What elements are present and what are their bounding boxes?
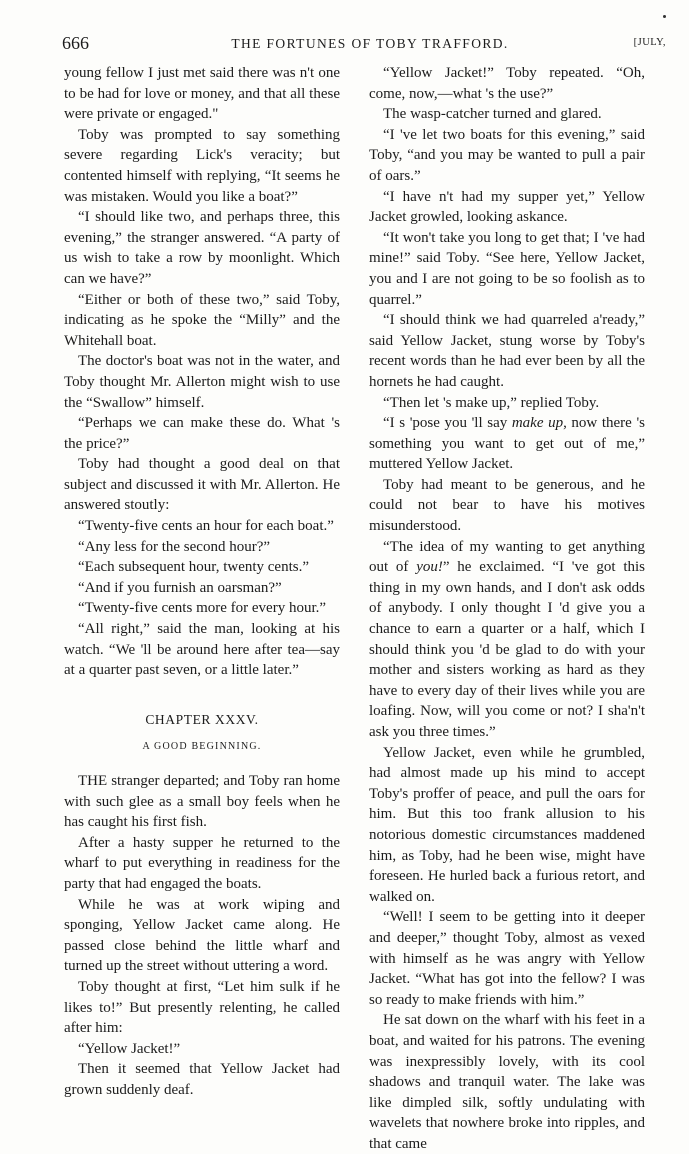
paragraph: “Well! I seem to be getting into it deeper and deeper,” thought Toby, almost as vexed with himself as he was angry with Yellow Jacket. “What has got into the fellow? I was so ready to make friends with him.”: [369, 909, 645, 1008]
paragraph: [369, 537, 645, 743]
chapter-heading: CHAPTER XXXV.: [145, 711, 259, 727]
paragraph: “All right,” said the man, looking at his watch. “We 'll be around here after tea—say at a quarter past seven, or a little later.”: [64, 621, 340, 679]
paragraph: “I should like two, and perhaps three, this evening,” the stranger answered. “A party of us wish to take a row by moonlight. Which can we have?”: [64, 209, 340, 287]
dialogue-line: “Any less for the second hour?”: [78, 538, 271, 555]
paragraph: “I have n't had my supper yet,” Yellow Jacket growled, looking askance.: [369, 188, 645, 226]
right-column: [369, 63, 645, 1154]
text-run: “I s 'pose you 'll say: [383, 415, 512, 432]
paragraph: “I 've let two boats for this evening,” said Toby, “and you may be wanted to pull a pair of oars.”: [369, 126, 645, 184]
text-run: , now there 's something you want to get out of me,” muttered Yellow Jacket.: [369, 415, 645, 473]
issue-date: [JULY,: [633, 37, 666, 48]
paragraph: “Either or both of these two,” said Toby, indicating as he spoke the “Milly” and the Whitehall boat.: [64, 291, 340, 349]
paragraph: “Then let 's make up,” replied Toby.: [383, 394, 600, 411]
paragraph: Toby had thought a good deal on that subject and discussed it with Mr. Allerton. He answered stoutly:: [64, 456, 340, 514]
paragraph: Yellow Jacket, even while he grumbled, had almost made up his mind to accept Toby's proffer of peace, and pull the oars for him. But this too frank allusion to his notorious domestic circumstances maddened him, as Toby, had he been wise, might have foreseen. He hurled back a furious retort, and walked on.: [369, 744, 645, 905]
paragraph: [369, 413, 645, 475]
paragraph: He sat down on the wharf with his feet in a boat, and waited for his patrons. The evening was inexpressibly lovely, with its cool shadows and tranquil water. The lake was like dimpled silk, softly undulating with wavelets that nowhere broke into ripples, and that came: [369, 1012, 645, 1152]
paragraph: “I should think we had quarreled a'ready,” said Yellow Jacket, stung worse by Toby's recent words than he had ever been by all the hornets he had caught.: [369, 312, 645, 390]
paragraph: Toby had meant to be generous, and he could not bear to have his motives misunderstood.: [369, 476, 645, 535]
paragraph: “It won't take you long to get that; I 've had mine!” said Toby. “See here, Yellow Jacket, you and I are not going to be so foolish as to quarrel.”: [369, 229, 645, 308]
page-header: [60, 33, 680, 57]
dialogue-line: “Twenty-five cents more for every hour.”: [78, 600, 327, 617]
paragraph: While he was at work wiping and sponging, Yellow Jacket came along. He passed close behind the little wharf and turned up the street without uttering a word.: [64, 896, 340, 975]
left-column: [64, 63, 340, 1101]
ink-speck: [663, 15, 666, 18]
dialogue-line: “And if you furnish an oarsman?”: [78, 579, 282, 596]
dialogue-line: “Each subsequent hour, twenty cents.”: [78, 559, 309, 576]
emphasis: make up: [511, 415, 564, 432]
paragraph: “Yellow Jacket!”: [78, 1040, 181, 1057]
text-run: ” he exclaimed. “I 've got this thing in my own hands, and I don't ask odds of anybody. I only thought I 'd give you a chance to earn a quarter or a half, which I should think you 'd be glad to do with your mother and sisters working as hard as they have to every day of their lives while you are loafing. Now, will you come or not? I sha'n't ask you three times.”: [369, 559, 645, 740]
text-run: “The idea of my wanting to get anything out of: [369, 538, 645, 576]
dialogue-line: “Twenty-five cents an hour for each boat.”: [78, 518, 334, 535]
paragraph: Toby was prompted to say something severe regarding Lick's veracity; but contented himself with replying, “It seems he was mistaken. Would you like a boat?”: [64, 126, 340, 205]
chapter-subtitle: A GOOD BEGINNING.: [142, 741, 262, 753]
paragraph: Toby thought at first, “Let him sulk if he likes to!” But presently relenting, he called after him:: [64, 978, 340, 1037]
paragraph: “Yellow Jacket!” Toby repeated. “Oh, come, now,—what 's the use?”: [369, 65, 645, 102]
emphasis: you!: [416, 559, 443, 576]
paragraph: The wasp-catcher turned and glared.: [383, 106, 602, 123]
paragraph: After a hasty supper he returned to the wharf to put everything in readiness for the party that had engaged the boats.: [64, 834, 340, 892]
paragraph: young fellow I just met said there was n't one to be had for love or money, and that all these were private or engaged.": [64, 65, 340, 123]
paragraph: Then it seemed that Yellow Jacket had grown suddenly deaf.: [64, 1061, 340, 1098]
paragraph: THE stranger departed; and Toby ran home with such glee as a small boy feels when he has caught his first fish.: [64, 773, 340, 831]
running-title: THE FORTUNES OF TOBY TRAFFORD.: [231, 36, 509, 51]
paragraph: “Perhaps we can make these do. What 's the price?”: [64, 415, 340, 452]
page-number: 666: [62, 33, 89, 53]
paragraph: The doctor's boat was not in the water, and Toby thought Mr. Allerton might wish to use the “Swallow” himself.: [64, 353, 340, 411]
